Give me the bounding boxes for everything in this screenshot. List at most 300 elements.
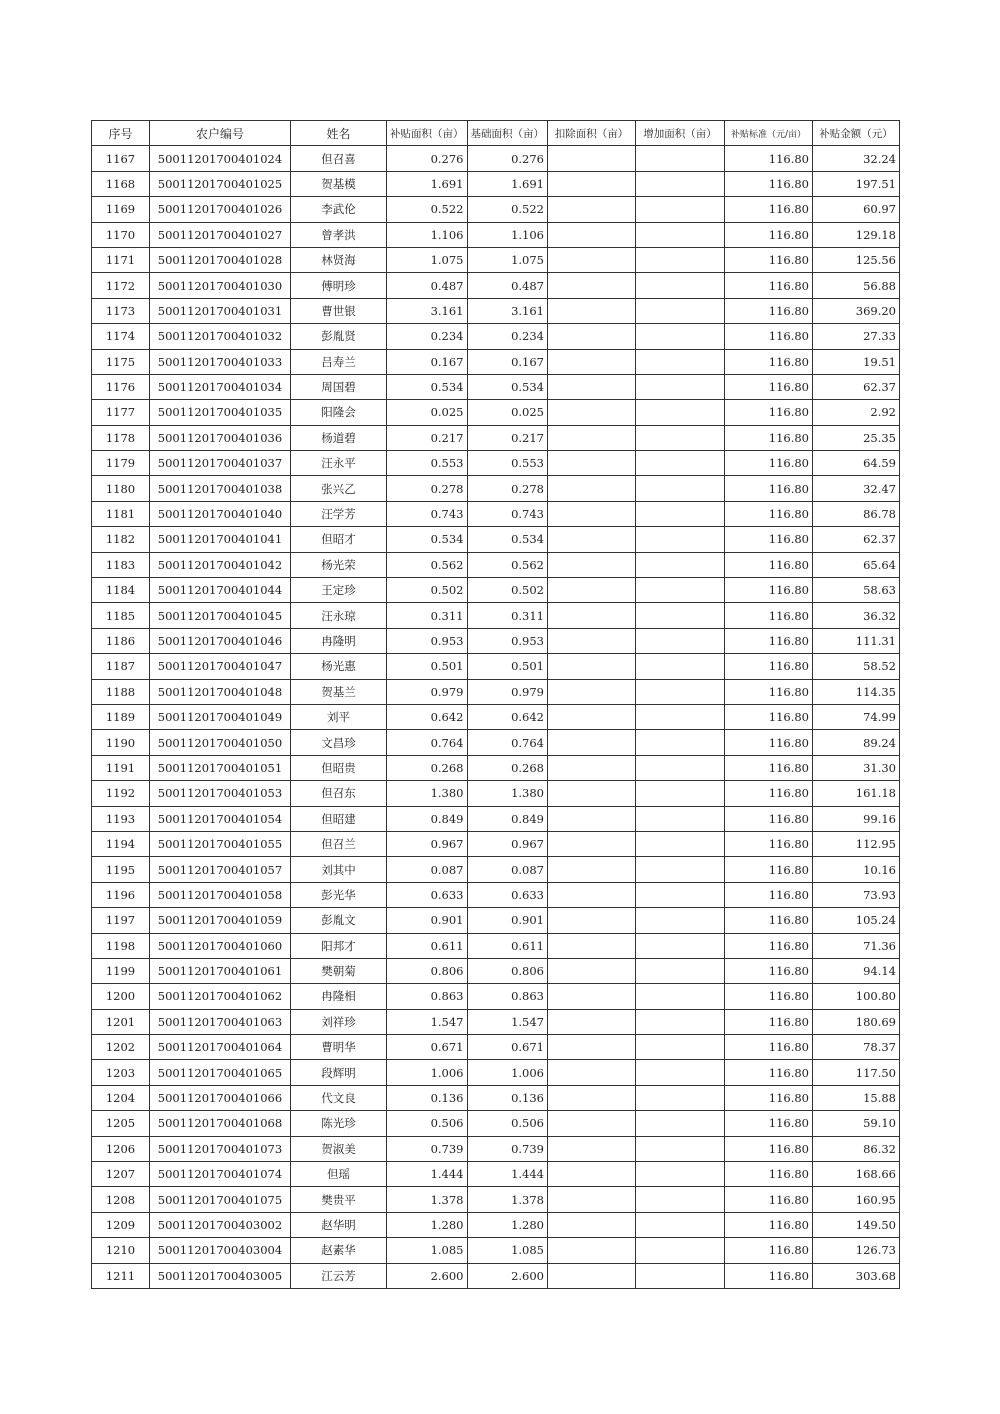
table-row — [92, 1085, 900, 1110]
cell-subsidy-rate: 116.80 — [725, 146, 813, 171]
cell-subsidy-rate: 116.80 — [725, 451, 813, 476]
cell-added-area — [636, 1187, 725, 1212]
cell-deducted-area — [548, 273, 636, 298]
cell-deducted-area — [548, 882, 636, 907]
cell-deducted-area — [548, 171, 636, 196]
cell-deducted-area — [548, 628, 636, 653]
cell-subsidy-amount: 58.63 — [813, 578, 900, 603]
cell-base-area: 0.136 — [467, 1085, 548, 1110]
cell-subsidy-rate: 116.80 — [725, 197, 813, 222]
cell-seq: 1195 — [92, 857, 150, 882]
cell-name: 林贤海 — [291, 247, 387, 272]
cell-deducted-area — [548, 781, 636, 806]
cell-farmer-id: 50011201700401032 — [150, 324, 291, 349]
cell-added-area — [636, 882, 725, 907]
cell-subsidy-amount: 19.51 — [813, 349, 900, 374]
cell-base-area: 0.739 — [467, 1136, 548, 1161]
cell-subsidy-rate: 116.80 — [725, 1060, 813, 1085]
table-row — [92, 603, 900, 628]
cell-subsidy-area: 0.562 — [387, 552, 468, 577]
cell-base-area: 0.167 — [467, 349, 548, 374]
cell-farmer-id: 50011201700401053 — [150, 781, 291, 806]
cell-seq: 1204 — [92, 1085, 150, 1110]
cell-deducted-area — [548, 831, 636, 856]
cell-subsidy-rate: 116.80 — [725, 425, 813, 450]
cell-added-area — [636, 679, 725, 704]
cell-name: 但召兰 — [291, 831, 387, 856]
cell-subsidy-area: 0.967 — [387, 831, 468, 856]
cell-name: 贺基兰 — [291, 679, 387, 704]
cell-subsidy-amount: 73.93 — [813, 882, 900, 907]
cell-subsidy-amount: 86.78 — [813, 501, 900, 526]
header-row — [92, 121, 900, 146]
cell-subsidy-rate: 116.80 — [725, 400, 813, 425]
cell-added-area — [636, 730, 725, 755]
cell-added-area — [636, 755, 725, 780]
cell-subsidy-amount: 161.18 — [813, 781, 900, 806]
cell-subsidy-amount: 32.47 — [813, 476, 900, 501]
cell-subsidy-area: 0.739 — [387, 1136, 468, 1161]
cell-seq: 1187 — [92, 654, 150, 679]
cell-deducted-area — [548, 1263, 636, 1288]
cell-subsidy-rate: 116.80 — [725, 1085, 813, 1110]
cell-farmer-id: 50011201700401050 — [150, 730, 291, 755]
cell-subsidy-area: 0.234 — [387, 324, 468, 349]
cell-subsidy-amount: 64.59 — [813, 451, 900, 476]
cell-subsidy-amount: 111.31 — [813, 628, 900, 653]
cell-subsidy-amount: 58.52 — [813, 654, 900, 679]
cell-name: 汪永琼 — [291, 603, 387, 628]
cell-subsidy-area: 0.534 — [387, 527, 468, 552]
cell-subsidy-amount: 56.88 — [813, 273, 900, 298]
cell-subsidy-amount: 105.24 — [813, 908, 900, 933]
cell-farmer-id: 50011201700401055 — [150, 831, 291, 856]
cell-base-area: 0.501 — [467, 654, 548, 679]
cell-subsidy-rate: 116.80 — [725, 501, 813, 526]
cell-subsidy-rate: 116.80 — [725, 1162, 813, 1187]
cell-farmer-id: 50011201700401040 — [150, 501, 291, 526]
cell-base-area: 1.075 — [467, 247, 548, 272]
cell-farmer-id: 50011201700401060 — [150, 933, 291, 958]
cell-farmer-id: 50011201700401051 — [150, 755, 291, 780]
cell-added-area — [636, 349, 725, 374]
header-subsidy-rate: 补贴标准（元/亩） — [725, 121, 813, 146]
cell-subsidy-area: 0.979 — [387, 679, 468, 704]
cell-subsidy-amount: 180.69 — [813, 1009, 900, 1034]
cell-name: 但瑶 — [291, 1162, 387, 1187]
cell-seq: 1192 — [92, 781, 150, 806]
cell-base-area: 0.743 — [467, 501, 548, 526]
cell-subsidy-rate: 116.80 — [725, 349, 813, 374]
cell-seq: 1209 — [92, 1212, 150, 1237]
table-row — [92, 1035, 900, 1060]
header-base-area: 基础面积（亩） — [467, 121, 548, 146]
table-row — [92, 908, 900, 933]
cell-deducted-area — [548, 400, 636, 425]
cell-name: 刘祥珍 — [291, 1009, 387, 1034]
table-row — [92, 1060, 900, 1085]
cell-subsidy-area: 0.806 — [387, 958, 468, 983]
cell-seq: 1208 — [92, 1187, 150, 1212]
cell-subsidy-amount: 62.37 — [813, 527, 900, 552]
table-row — [92, 882, 900, 907]
cell-added-area — [636, 958, 725, 983]
cell-name: 段辉明 — [291, 1060, 387, 1085]
cell-seq: 1210 — [92, 1238, 150, 1263]
cell-seq: 1173 — [92, 298, 150, 323]
cell-name: 刘其中 — [291, 857, 387, 882]
cell-subsidy-area: 0.487 — [387, 273, 468, 298]
cell-subsidy-area: 0.522 — [387, 197, 468, 222]
cell-deducted-area — [548, 1035, 636, 1060]
cell-subsidy-area: 0.534 — [387, 374, 468, 399]
cell-subsidy-rate: 116.80 — [725, 1187, 813, 1212]
cell-name: 赵华明 — [291, 1212, 387, 1237]
cell-farmer-id: 50011201700401065 — [150, 1060, 291, 1085]
cell-subsidy-amount: 369.20 — [813, 298, 900, 323]
cell-seq: 1179 — [92, 451, 150, 476]
cell-farmer-id: 50011201700401035 — [150, 400, 291, 425]
cell-deducted-area — [548, 349, 636, 374]
cell-subsidy-rate: 116.80 — [725, 730, 813, 755]
cell-subsidy-area: 0.633 — [387, 882, 468, 907]
cell-subsidy-area: 0.276 — [387, 146, 468, 171]
cell-subsidy-amount: 86.32 — [813, 1136, 900, 1161]
cell-subsidy-area: 1.280 — [387, 1212, 468, 1237]
cell-seq: 1181 — [92, 501, 150, 526]
cell-deducted-area — [548, 1162, 636, 1187]
cell-subsidy-rate: 116.80 — [725, 908, 813, 933]
cell-name: 但召喜 — [291, 146, 387, 171]
header-subsidy-amount: 补贴金额（元） — [813, 121, 900, 146]
cell-subsidy-amount: 126.73 — [813, 1238, 900, 1263]
table-row — [92, 730, 900, 755]
table-row — [92, 374, 900, 399]
cell-subsidy-rate: 116.80 — [725, 628, 813, 653]
cell-subsidy-rate: 116.80 — [725, 1263, 813, 1288]
cell-seq: 1170 — [92, 222, 150, 247]
cell-name: 但昭建 — [291, 806, 387, 831]
cell-added-area — [636, 1009, 725, 1034]
cell-subsidy-area: 2.600 — [387, 1263, 468, 1288]
cell-base-area: 0.278 — [467, 476, 548, 501]
cell-subsidy-rate: 116.80 — [725, 882, 813, 907]
cell-added-area — [636, 273, 725, 298]
cell-name: 樊贵平 — [291, 1187, 387, 1212]
cell-deducted-area — [548, 476, 636, 501]
cell-subsidy-amount: 2.92 — [813, 400, 900, 425]
cell-subsidy-rate: 116.80 — [725, 1238, 813, 1263]
cell-farmer-id: 50011201700401044 — [150, 578, 291, 603]
cell-base-area: 0.025 — [467, 400, 548, 425]
cell-deducted-area — [548, 298, 636, 323]
cell-subsidy-area: 1.547 — [387, 1009, 468, 1034]
cell-subsidy-rate: 116.80 — [725, 603, 813, 628]
cell-seq: 1172 — [92, 273, 150, 298]
cell-seq: 1169 — [92, 197, 150, 222]
cell-added-area — [636, 197, 725, 222]
cell-farmer-id: 50011201700401059 — [150, 908, 291, 933]
cell-seq: 1189 — [92, 704, 150, 729]
cell-base-area: 1.444 — [467, 1162, 548, 1187]
cell-subsidy-rate: 116.80 — [725, 1009, 813, 1034]
cell-base-area: 1.547 — [467, 1009, 548, 1034]
cell-seq: 1203 — [92, 1060, 150, 1085]
cell-deducted-area — [548, 755, 636, 780]
cell-farmer-id: 50011201700401057 — [150, 857, 291, 882]
cell-deducted-area — [548, 501, 636, 526]
cell-subsidy-area: 0.501 — [387, 654, 468, 679]
cell-added-area — [636, 324, 725, 349]
cell-farmer-id: 50011201700401049 — [150, 704, 291, 729]
cell-subsidy-area: 0.268 — [387, 755, 468, 780]
table-row — [92, 1111, 900, 1136]
cell-base-area: 0.534 — [467, 527, 548, 552]
cell-farmer-id: 50011201700401027 — [150, 222, 291, 247]
cell-subsidy-area: 0.502 — [387, 578, 468, 603]
cell-deducted-area — [548, 806, 636, 831]
table-row — [92, 171, 900, 196]
cell-subsidy-area: 1.006 — [387, 1060, 468, 1085]
cell-farmer-id: 50011201700403002 — [150, 1212, 291, 1237]
cell-deducted-area — [548, 552, 636, 577]
cell-base-area: 0.901 — [467, 908, 548, 933]
cell-seq: 1183 — [92, 552, 150, 577]
cell-name: 杨道碧 — [291, 425, 387, 450]
cell-subsidy-rate: 116.80 — [725, 476, 813, 501]
cell-subsidy-rate: 116.80 — [725, 1035, 813, 1060]
cell-seq: 1193 — [92, 806, 150, 831]
cell-subsidy-amount: 197.51 — [813, 171, 900, 196]
cell-subsidy-amount: 168.66 — [813, 1162, 900, 1187]
cell-subsidy-amount: 27.33 — [813, 324, 900, 349]
cell-deducted-area — [548, 1212, 636, 1237]
subsidy-table — [91, 120, 900, 1289]
cell-farmer-id: 50011201700401028 — [150, 247, 291, 272]
table-row — [92, 628, 900, 653]
cell-subsidy-area: 0.311 — [387, 603, 468, 628]
cell-subsidy-area: 0.953 — [387, 628, 468, 653]
cell-name: 彭胤贤 — [291, 324, 387, 349]
cell-farmer-id: 50011201700401064 — [150, 1035, 291, 1060]
cell-farmer-id: 50011201700401025 — [150, 171, 291, 196]
cell-added-area — [636, 1035, 725, 1060]
cell-base-area: 0.268 — [467, 755, 548, 780]
table-row — [92, 527, 900, 552]
table-row — [92, 476, 900, 501]
table-row — [92, 831, 900, 856]
cell-base-area: 0.087 — [467, 857, 548, 882]
cell-deducted-area — [548, 425, 636, 450]
cell-deducted-area — [548, 933, 636, 958]
cell-base-area: 0.522 — [467, 197, 548, 222]
cell-seq: 1171 — [92, 247, 150, 272]
cell-subsidy-rate: 116.80 — [725, 781, 813, 806]
cell-farmer-id: 50011201700401063 — [150, 1009, 291, 1034]
cell-base-area: 0.633 — [467, 882, 548, 907]
cell-subsidy-area: 1.085 — [387, 1238, 468, 1263]
cell-base-area: 0.671 — [467, 1035, 548, 1060]
table-row — [92, 222, 900, 247]
cell-name: 但昭才 — [291, 527, 387, 552]
cell-added-area — [636, 425, 725, 450]
cell-seq: 1211 — [92, 1263, 150, 1288]
cell-seq: 1198 — [92, 933, 150, 958]
table-row — [92, 298, 900, 323]
cell-subsidy-area: 0.217 — [387, 425, 468, 450]
table-row — [92, 425, 900, 450]
cell-farmer-id: 50011201700401074 — [150, 1162, 291, 1187]
cell-farmer-id: 50011201700401058 — [150, 882, 291, 907]
cell-farmer-id: 50011201700401030 — [150, 273, 291, 298]
cell-farmer-id: 50011201700401047 — [150, 654, 291, 679]
cell-subsidy-amount: 15.88 — [813, 1085, 900, 1110]
table-row — [92, 933, 900, 958]
cell-seq: 1168 — [92, 171, 150, 196]
cell-name: 贺淑美 — [291, 1136, 387, 1161]
cell-farmer-id: 50011201700401033 — [150, 349, 291, 374]
table-row — [92, 1212, 900, 1237]
cell-subsidy-area: 1.444 — [387, 1162, 468, 1187]
cell-added-area — [636, 628, 725, 653]
cell-added-area — [636, 1263, 725, 1288]
cell-subsidy-rate: 116.80 — [725, 222, 813, 247]
cell-added-area — [636, 933, 725, 958]
cell-base-area: 0.953 — [467, 628, 548, 653]
cell-subsidy-area: 0.167 — [387, 349, 468, 374]
cell-name: 阳邦才 — [291, 933, 387, 958]
cell-farmer-id: 50011201700403004 — [150, 1238, 291, 1263]
cell-seq: 1206 — [92, 1136, 150, 1161]
cell-name: 曹世银 — [291, 298, 387, 323]
cell-subsidy-area: 1.106 — [387, 222, 468, 247]
cell-farmer-id: 50011201700401038 — [150, 476, 291, 501]
cell-subsidy-rate: 116.80 — [725, 806, 813, 831]
cell-deducted-area — [548, 654, 636, 679]
cell-added-area — [636, 654, 725, 679]
header-added-area: 增加面积（亩） — [636, 121, 725, 146]
header-deducted-area: 扣除面积（亩） — [548, 121, 636, 146]
cell-subsidy-rate: 116.80 — [725, 578, 813, 603]
cell-subsidy-rate: 116.80 — [725, 552, 813, 577]
cell-subsidy-area: 0.553 — [387, 451, 468, 476]
cell-name: 杨光荣 — [291, 552, 387, 577]
cell-seq: 1184 — [92, 578, 150, 603]
table-row — [92, 1238, 900, 1263]
cell-deducted-area — [548, 1136, 636, 1161]
cell-name: 张兴乙 — [291, 476, 387, 501]
cell-deducted-area — [548, 730, 636, 755]
cell-name: 文昌珍 — [291, 730, 387, 755]
cell-subsidy-amount: 125.56 — [813, 247, 900, 272]
cell-farmer-id: 50011201700403005 — [150, 1263, 291, 1288]
cell-name: 代文良 — [291, 1085, 387, 1110]
cell-subsidy-rate: 116.80 — [725, 679, 813, 704]
cell-subsidy-rate: 116.80 — [725, 1111, 813, 1136]
cell-subsidy-area: 1.691 — [387, 171, 468, 196]
cell-subsidy-rate: 116.80 — [725, 298, 813, 323]
cell-added-area — [636, 704, 725, 729]
cell-deducted-area — [548, 1009, 636, 1034]
cell-added-area — [636, 374, 725, 399]
table-row — [92, 806, 900, 831]
cell-deducted-area — [548, 1085, 636, 1110]
cell-name: 陈光珍 — [291, 1111, 387, 1136]
cell-seq: 1205 — [92, 1111, 150, 1136]
cell-deducted-area — [548, 984, 636, 1009]
cell-added-area — [636, 603, 725, 628]
cell-subsidy-area: 0.642 — [387, 704, 468, 729]
cell-base-area: 0.506 — [467, 1111, 548, 1136]
cell-subsidy-area: 0.849 — [387, 806, 468, 831]
cell-base-area: 3.161 — [467, 298, 548, 323]
cell-subsidy-area: 0.136 — [387, 1085, 468, 1110]
cell-subsidy-rate: 116.80 — [725, 704, 813, 729]
cell-subsidy-area: 1.380 — [387, 781, 468, 806]
cell-deducted-area — [548, 374, 636, 399]
table-row — [92, 984, 900, 1009]
cell-base-area: 0.642 — [467, 704, 548, 729]
table-row — [92, 197, 900, 222]
cell-seq: 1185 — [92, 603, 150, 628]
cell-base-area: 0.311 — [467, 603, 548, 628]
cell-base-area: 0.764 — [467, 730, 548, 755]
cell-subsidy-area: 1.075 — [387, 247, 468, 272]
cell-subsidy-area: 0.863 — [387, 984, 468, 1009]
cell-subsidy-amount: 94.14 — [813, 958, 900, 983]
cell-added-area — [636, 1162, 725, 1187]
cell-base-area: 1.280 — [467, 1212, 548, 1237]
cell-deducted-area — [548, 679, 636, 704]
cell-subsidy-rate: 116.80 — [725, 857, 813, 882]
cell-deducted-area — [548, 1187, 636, 1212]
cell-seq: 1180 — [92, 476, 150, 501]
cell-seq: 1194 — [92, 831, 150, 856]
cell-base-area: 1.085 — [467, 1238, 548, 1263]
cell-subsidy-area: 0.671 — [387, 1035, 468, 1060]
cell-seq: 1182 — [92, 527, 150, 552]
table-row — [92, 273, 900, 298]
table-body — [92, 146, 900, 1289]
cell-name: 江云芳 — [291, 1263, 387, 1288]
cell-name: 但昭贵 — [291, 755, 387, 780]
cell-subsidy-rate: 116.80 — [725, 984, 813, 1009]
cell-subsidy-rate: 116.80 — [725, 527, 813, 552]
cell-base-area: 0.534 — [467, 374, 548, 399]
cell-deducted-area — [548, 1238, 636, 1263]
cell-deducted-area — [548, 527, 636, 552]
cell-seq: 1207 — [92, 1162, 150, 1187]
cell-base-area: 0.234 — [467, 324, 548, 349]
cell-added-area — [636, 984, 725, 1009]
cell-name: 周国碧 — [291, 374, 387, 399]
table-row — [92, 1009, 900, 1034]
cell-farmer-id: 50011201700401045 — [150, 603, 291, 628]
cell-farmer-id: 50011201700401046 — [150, 628, 291, 653]
cell-subsidy-amount: 149.50 — [813, 1212, 900, 1237]
cell-added-area — [636, 527, 725, 552]
cell-base-area: 0.217 — [467, 425, 548, 450]
cell-subsidy-amount: 114.35 — [813, 679, 900, 704]
cell-base-area: 1.378 — [467, 1187, 548, 1212]
cell-deducted-area — [548, 857, 636, 882]
cell-subsidy-rate: 116.80 — [725, 324, 813, 349]
table-row — [92, 781, 900, 806]
table-row — [92, 349, 900, 374]
cell-subsidy-amount: 112.95 — [813, 831, 900, 856]
cell-seq: 1191 — [92, 755, 150, 780]
cell-subsidy-area: 0.506 — [387, 1111, 468, 1136]
